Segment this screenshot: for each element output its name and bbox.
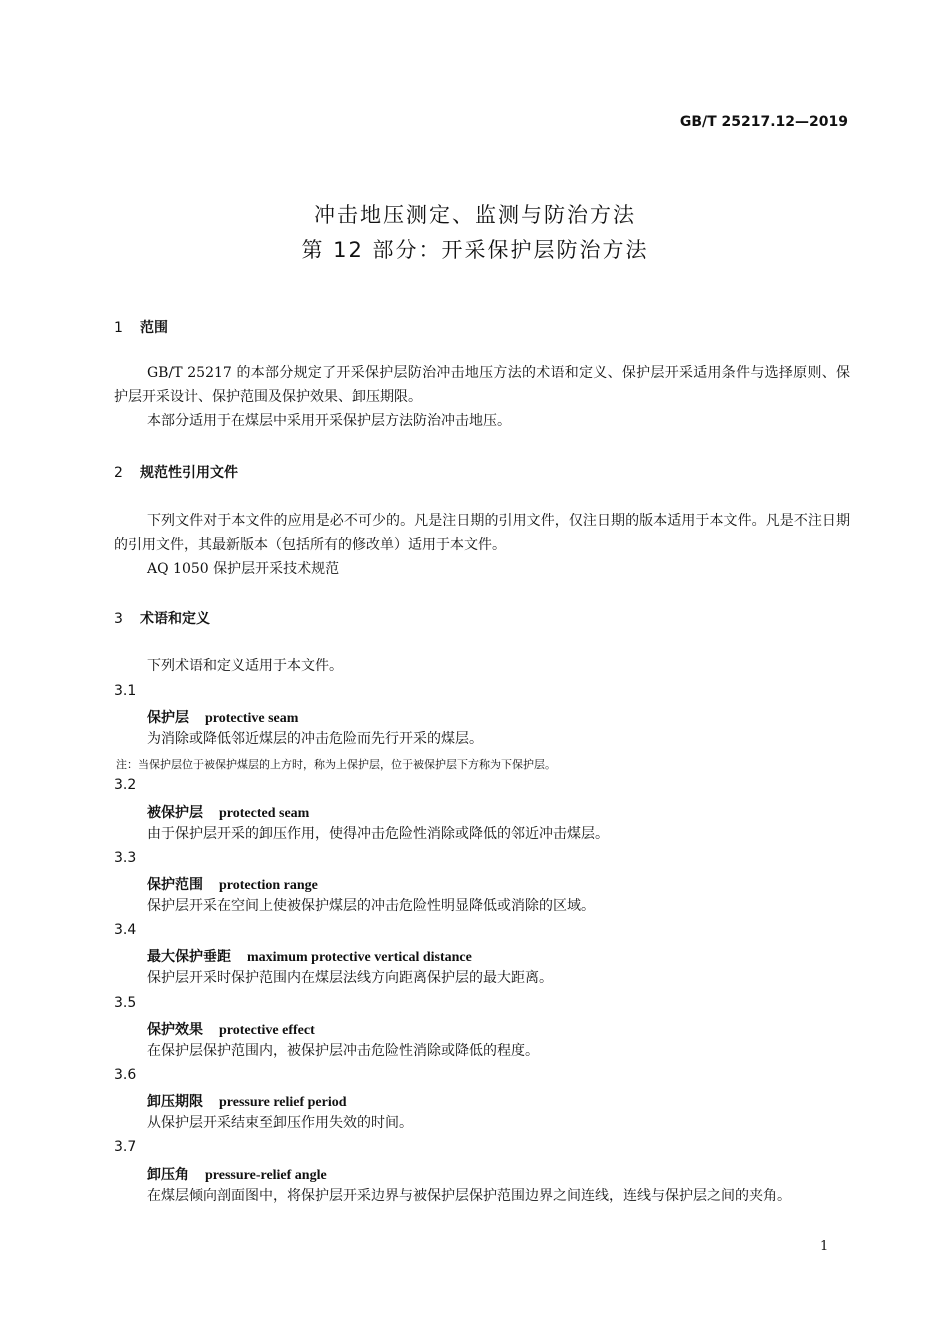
section-2-title: 规范性引用文件 bbox=[140, 465, 238, 481]
term-name bbox=[147, 802, 309, 822]
term-name-en: protective effect bbox=[219, 1023, 315, 1038]
section-2-paragraph-1: 下列文件对于本文件的应用是必不可少的。凡是注日期的引用文件，仅注日期的版本适用于本文件。凡是不注日期的引用文件，其最新版本（包括所有的修改单）适用于本文件。 bbox=[114, 513, 850, 553]
term-number: 3.6 bbox=[114, 1067, 137, 1083]
term-number: 3.1 bbox=[114, 683, 137, 699]
section-1-number: 1 bbox=[114, 320, 123, 336]
section-3-intro: 下列术语和定义适用于本文件。 bbox=[147, 658, 343, 674]
term-number: 3.7 bbox=[114, 1139, 137, 1155]
term-name-zh: 保护层 bbox=[147, 710, 189, 726]
term-name bbox=[147, 874, 318, 894]
term-name bbox=[147, 1164, 327, 1184]
term-definition: 为消除或降低邻近煤层的冲击危险而先行开采的煤层。 bbox=[147, 731, 483, 747]
section-1-paragraph-2: 本部分适用于在煤层中采用开采保护层方法防治冲击地压。 bbox=[147, 413, 511, 429]
section-2-number: 2 bbox=[114, 465, 123, 481]
term-number: 3.4 bbox=[114, 922, 137, 938]
page-number: 1 bbox=[820, 1239, 829, 1254]
section-2-heading bbox=[114, 462, 238, 482]
term-name-en: protected seam bbox=[219, 806, 310, 821]
term-name bbox=[147, 1019, 315, 1039]
term-name-en: protective seam bbox=[205, 711, 299, 726]
term-name bbox=[147, 946, 472, 966]
term-name-en: protection range bbox=[219, 878, 318, 893]
term-definition: 保护层开采在空间上使被保护煤层的冲击危险性明显降低或消除的区域。 bbox=[147, 898, 595, 914]
term-definition: 在保护层保护范围内，被保护层冲击危险性消除或降低的程度。 bbox=[147, 1043, 539, 1059]
section-1-paragraph-1: GB/T 25217 的本部分规定了开采保护层防治冲击地压方法的术语和定义、保护层开采适用条件与选择原则、保护层开采设计、保护范围及保护效果、卸压期限。 bbox=[114, 365, 850, 405]
document-title-line1: 冲击地压测定、监测与防治方法 bbox=[314, 203, 636, 227]
term-definition: 保护层开采时保护范围内在煤层法线方向距离保护层的最大距离。 bbox=[147, 970, 553, 986]
standard-number: GB/T 25217.12—2019 bbox=[679, 114, 848, 130]
section-3-title: 术语和定义 bbox=[140, 611, 210, 627]
term-note: 注：当保护层位于被保护煤层的上方时，称为上保护层，位于被保护层下方称为下保护层。 bbox=[116, 758, 556, 771]
term-name-zh: 保护范围 bbox=[147, 877, 203, 893]
term-number: 3.2 bbox=[114, 777, 137, 793]
term-definition: 从保护层开采结束至卸压作用失效的时间。 bbox=[147, 1115, 413, 1131]
term-number: 3.3 bbox=[114, 850, 137, 866]
term-name-zh: 保护效果 bbox=[147, 1022, 203, 1038]
term-definition: 在煤层倾向剖面图中，将保护层开采边界与被保护层保护范围边界之间连线，连线与保护层之间的夹角。 bbox=[147, 1188, 791, 1204]
term-name-en: maximum protective vertical distance bbox=[247, 950, 472, 965]
term-name bbox=[147, 1091, 347, 1111]
term-definition: 由于保护层开采的卸压作用，使得冲击危险性消除或降低的邻近冲击煤层。 bbox=[147, 826, 609, 842]
term-name-en: pressure relief period bbox=[219, 1095, 347, 1110]
term-number: 3.5 bbox=[114, 995, 137, 1011]
section-3-number: 3 bbox=[114, 611, 123, 627]
section-1-title: 范围 bbox=[140, 320, 168, 336]
term-name-zh: 被保护层 bbox=[147, 805, 203, 821]
term-name-zh: 卸压角 bbox=[147, 1167, 189, 1183]
term-name bbox=[147, 707, 298, 727]
section-1-heading bbox=[114, 317, 168, 337]
term-name-en: pressure-relief angle bbox=[205, 1168, 327, 1183]
section-2-reference-1: AQ 1050 保护层开采技术规范 bbox=[147, 561, 340, 577]
section-3-heading bbox=[114, 608, 210, 628]
term-name-zh: 卸压期限 bbox=[147, 1094, 203, 1110]
term-name-zh: 最大保护垂距 bbox=[147, 949, 231, 965]
document-title-line2: 第 12 部分：开采保护层防治方法 bbox=[301, 238, 649, 262]
